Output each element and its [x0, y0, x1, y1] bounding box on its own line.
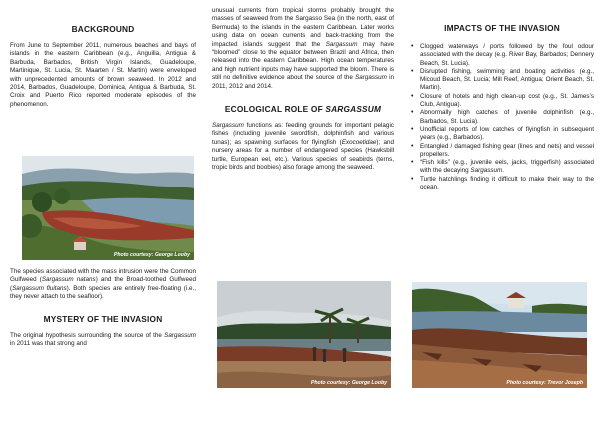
impacts-heading: IMPACTS OF THE INVASION [444, 23, 560, 33]
middle-column [212, 7, 394, 173]
background-paragraph: From June to September 2011, numerous beaches and bays of islands in the eastern Caribbean (e.g., Anguilla, Antigua & Barbuda, Barbados, British Virgin Islands, Guadeloupe, Martinique, St. Lucia, St. Maarten / St. Martin) were enveloped with unprecedented amounts of brown seaweed. In 2012 and 2014, Barbados, Guadeloupe, Dominica, Antigua & Barbuda, St. Croix and Puerto Rico reported moderate episodes of the phenomenon. [10, 42, 196, 108]
genus-name: Sargassum [164, 331, 196, 339]
genus-name: Sargassum [470, 167, 503, 175]
ecology-text: functions as: feeding grounds for important pelagic fishes (including juvenile swordfish, dolphinfish and various tunas); as spawning surfaces for flyingfish ( [212, 122, 394, 146]
ecology-heading [212, 104, 394, 114]
shoreline-sargassum-photo [412, 282, 587, 388]
left-column [10, 0, 196, 109]
beach-people-photo [217, 281, 391, 388]
species-text: The species associated with the mass intrusion were the Common Gulfweed ( [10, 268, 196, 284]
ecology-heading-genus: SARGASSUM [325, 104, 382, 115]
photo-credit: Photo courtesy: George Looby [113, 252, 190, 258]
mystery-text: in 2011 was that strong and [10, 340, 87, 348]
right-column [410, 0, 594, 192]
ecology-heading-text: ECOLOGICAL ROLE OF [224, 104, 326, 115]
impact-item: • Disrupted fishing, swimming and boating activities (e.g., Micoud Beach, St. Lucia; Mill Reef, Antigua; Orient Beach, St. Martin). [410, 68, 594, 93]
species-text: ). Both species are entirely free-floating (i.e., they never attach to the seafloor). [10, 284, 196, 301]
photo-credit: Photo courtesy: George Looby [310, 380, 387, 386]
mystery-text: in 2011, 2012 and 2014. [212, 74, 394, 90]
mystery-paragraph [10, 332, 196, 349]
family-name: Exocoetidae [341, 138, 377, 146]
impact-text: “Fish kills” (e.g., juvenile eels, jacks, triggerfish) associated with the decaying [420, 159, 594, 175]
mystery-text: unusual currents from tropical storms probably brought the masses of seaweed from the Sargasso Sea (in the north, east of Bermuda) to the islands in the eastern Caribbean. Later works using data on ocean currents and back-tracking from the impacted islands suggest that the [212, 7, 394, 48]
genus-name: Sargassum [212, 122, 244, 130]
photo-credit: Photo courtesy: Trevor Joseph [506, 380, 583, 386]
mystery-text: may have “bloomed” close to the equator between Brazil and Africa, then released into the eastern Caribbean. High ocean temperatures and high nutrient inputs may have supported the bloom. There is still no definitive evidence about the source of the [212, 40, 394, 82]
species-text: ) and the Broad-toothed Gulfweed ( [10, 276, 196, 292]
mystery-heading: MYSTERY OF THE INVASION [43, 313, 163, 324]
impact-item: • Clogged waterways / ports followed by the foul odour associated with the decay (e.g. River Bay, Barbados; Dennery Beach, St. Lucia). [410, 43, 594, 68]
impact-item: • Abnormally high catches of juvenile dolphinfish (e.g., Barbados, St. Lucia). [410, 109, 594, 126]
impact-item: • “Fish kills” (e.g., juvenile eels, jacks, triggerfish) associated with the decaying Sargassum. [410, 159, 594, 176]
mystery-text: The original hypothesis surrounding the source of the [10, 331, 165, 339]
genus-name: Sargassum [355, 74, 387, 82]
impact-item: • Closure of hotels and high clean-up cost (e.g., St. James’s Club, Antigua). [410, 93, 594, 110]
bay-sargassum-photo [22, 156, 194, 260]
impact-item: • Entangled / damaged fishing gear (lines and nets) and vessel propellers. [410, 143, 594, 160]
ecology-paragraph [212, 122, 394, 172]
impact-item: • Turtle hatchlings finding it difficult to make their way to the ocean. [410, 176, 594, 193]
left-column-lower [10, 268, 196, 348]
ecology-text: ); and nursery areas for a number of endangered species (Hawksbill turtle, European eel, etc.). Various species of seabirds (terns, tropic birds and boobies) also forage among the seaweed. [212, 138, 394, 172]
species-paragraph [10, 268, 196, 302]
impacts-list [410, 43, 594, 192]
background-heading: BACKGROUND [71, 24, 135, 34]
mystery-continued-paragraph [212, 7, 394, 91]
impact-item: • Unofficial reports of low catches of flyingfish in subsequent years (e.g., Barbados). [410, 126, 594, 143]
genus-name: Sargassum [325, 40, 358, 48]
species-name: Sargassum natans [41, 276, 96, 284]
species-name: Sargassum fluitans [12, 284, 67, 292]
